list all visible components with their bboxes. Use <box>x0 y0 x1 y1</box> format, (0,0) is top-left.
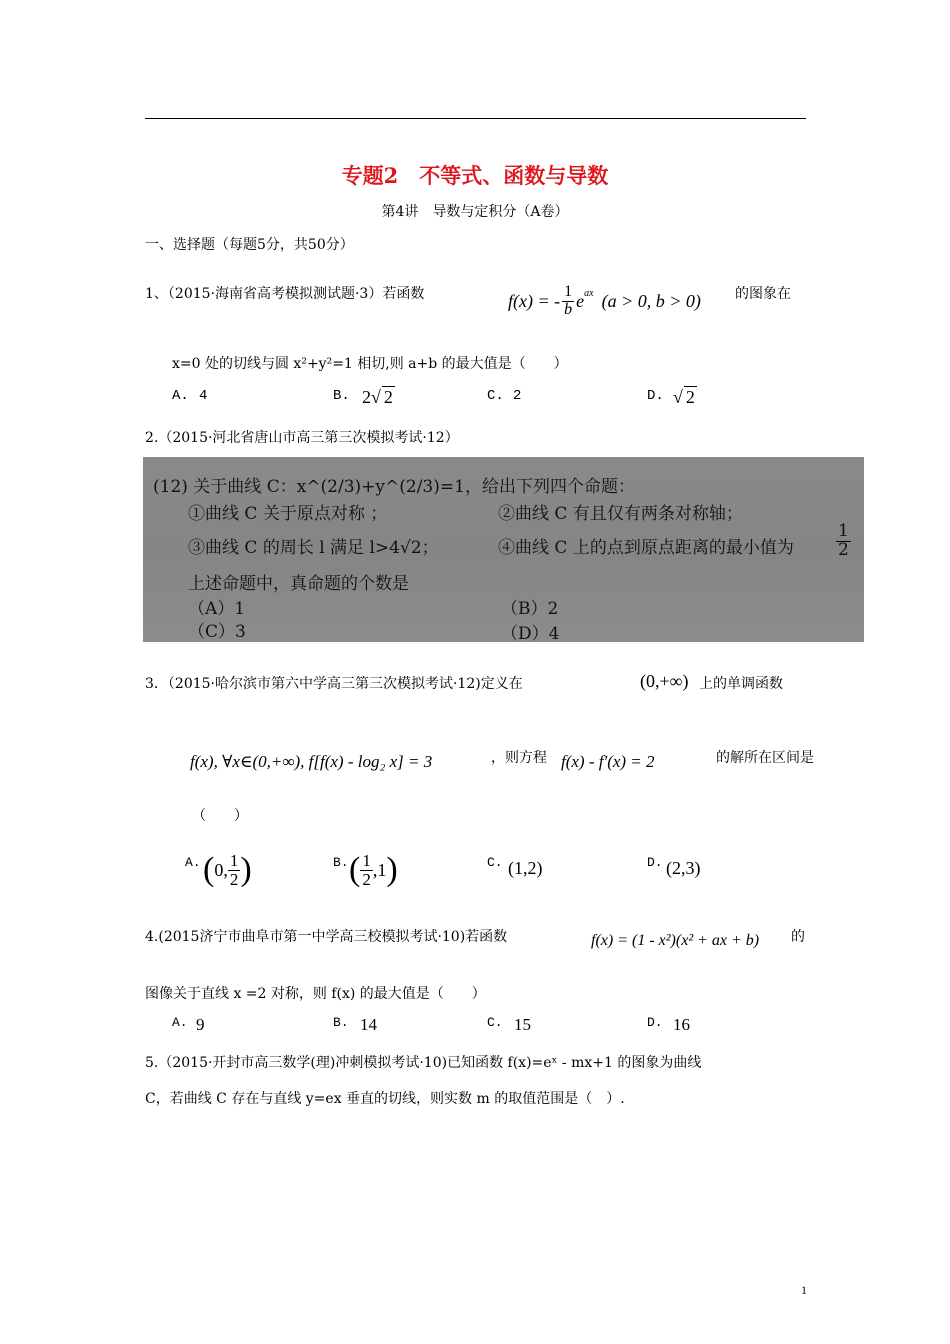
q1-option-d-value: √ 2 <box>673 387 695 407</box>
q1-option-a-label: A. <box>172 388 189 404</box>
q2-scan-option-b: （B）2 <box>501 599 559 619</box>
q1-option-d-label: D. <box>647 388 664 404</box>
q1-prefix: 1、（2015·海南省高考模拟测试题·3）若函数 <box>145 286 425 302</box>
q3-option-d-value: (2,3) <box>666 858 701 878</box>
q2-scanned-problem <box>143 457 864 642</box>
q3-line2-suffix: 的解所在区间是 <box>716 750 814 766</box>
q3-option-a-label: A. <box>185 855 201 870</box>
q4-suffix: 的 <box>791 929 805 945</box>
q2-scan-option-a: （A）1 <box>188 599 246 619</box>
q3-interval: (0,+∞) <box>640 671 689 691</box>
q3-suffix: 上的单调函数 <box>699 676 783 692</box>
q3-option-b-value: ( $\frac{1}{2}$ ,1 ) <box>349 850 398 889</box>
q3-option-b-label: B. <box>333 855 349 870</box>
q1-option-c-label: C. <box>487 388 504 404</box>
q1-option-a-value: 4 <box>199 388 208 404</box>
q2-scan-item2: ②曲线 C 有且仅有两条对称轴； <box>498 504 743 524</box>
q4-option-b-label: B. <box>333 1015 349 1030</box>
q3-paren: （ ） <box>192 808 248 824</box>
q3-line2-formula: f(x), ∀x∈(0,+∞), f[f(x) - log₂ x] = 3 <box>190 752 433 771</box>
q1-exp-power: ax <box>584 287 594 299</box>
header-rule <box>145 118 806 119</box>
q1-formula <box>508 276 701 326</box>
q3-option-a-value: ( 0, $\frac{1}{2}$ ) <box>203 850 252 889</box>
q4-option-d-value: 16 <box>673 1015 690 1034</box>
q1-option-b-label: B. <box>333 388 350 404</box>
q1-fraction <box>562 284 574 319</box>
q4-prefix: 4.(2015济宁市曲阜市第一中学高三校模拟考试·10)若函数 <box>145 929 508 945</box>
q1-exp-base: e <box>576 290 585 311</box>
section-heading: 一、选择题（每题5分，共50分） <box>145 237 354 253</box>
q2-scan-option-d: （D）4 <box>501 624 560 644</box>
page-title: 专题2 不等式、函数与导数 <box>341 163 609 188</box>
page-number: 1 <box>801 1283 807 1297</box>
q4-option-c-value: 15 <box>514 1015 531 1034</box>
q2-scan-line1: (12) 关于曲线 C：x^(2/3)+y^(2/3)=1，给出下列四个命题： <box>153 477 635 497</box>
q3-option-c-value: (1,2) <box>508 858 543 878</box>
q5-line1: 5.（2015·开封市高三数学(理)冲刺模拟考试·10)已知函数 f(x)=eˣ - mx+1 的图象为曲线 <box>145 1055 702 1071</box>
q1-line2: x=0 处的切线与圆 x²+y²=1 相切,则 a+b 的最大值是（ ） <box>172 356 568 372</box>
q2-scan-question: 上述命题中，真命题的个数是 <box>188 574 409 594</box>
q4-option-d-label: D. <box>647 1015 663 1030</box>
q1-frac-num: 1 <box>564 282 573 300</box>
q4-line2: 图像关于直线 x =2 对称，则 f(x) 的最大值是（ ） <box>145 986 486 1002</box>
q1-option-c-value: 2 <box>513 388 522 404</box>
q3-option-c-label: C. <box>487 855 503 870</box>
q3-line2-mid: ，则方程 <box>491 750 547 766</box>
q4-option-b-value: 14 <box>360 1015 377 1034</box>
q2-prefix: 2.（2015·河北省唐山市高三第三次模拟考试·12） <box>145 430 459 446</box>
q1-condition: (a > 0, b > 0) <box>601 290 701 311</box>
q2-scan-item1: ①曲线 C 关于原点对称 ； <box>188 504 388 524</box>
q4-option-a-value: 9 <box>196 1015 205 1034</box>
q2-scan-option-c: （C）3 <box>188 622 246 642</box>
q4-option-c-label: C. <box>487 1015 503 1030</box>
q4-option-a-label: A. <box>172 1015 188 1030</box>
q1-formula-left: f(x) = - <box>508 290 561 311</box>
q4-formula: f(x) = (1 - x²)(x² + ax + b) <box>591 932 760 949</box>
q3-prefix: 3．（2015·哈尔滨市第六中学高三第三次模拟考试·12)定义在 <box>145 676 523 692</box>
q3-line2-equation: f(x) - f′(x) = 2 <box>561 752 655 771</box>
page-subtitle: 第4讲 导数与定积分（A卷） <box>381 204 569 220</box>
q1-option-b-value: 2√ 2 <box>362 387 393 407</box>
q2-frac-num: 1 <box>838 521 849 541</box>
q2-frac-den: 2 <box>838 539 849 560</box>
q5-line2: C，若曲线 C 存在与直线 y=ex 垂直的切线，则实数 m 的取值范围是（ ）. <box>145 1091 625 1107</box>
q2-scan-item3: ③曲线 C 的周长 l 满足 l>4√2； <box>188 538 439 558</box>
q2-scan-item4: ④曲线 C 上的点到原点距离的最小值为 <box>498 538 794 558</box>
q1-suffix: 的图象在 <box>735 286 791 302</box>
q1-frac-den: b <box>564 300 573 318</box>
q2-scan-item4-fraction <box>836 523 851 560</box>
q3-option-d-label: D. <box>647 855 663 870</box>
